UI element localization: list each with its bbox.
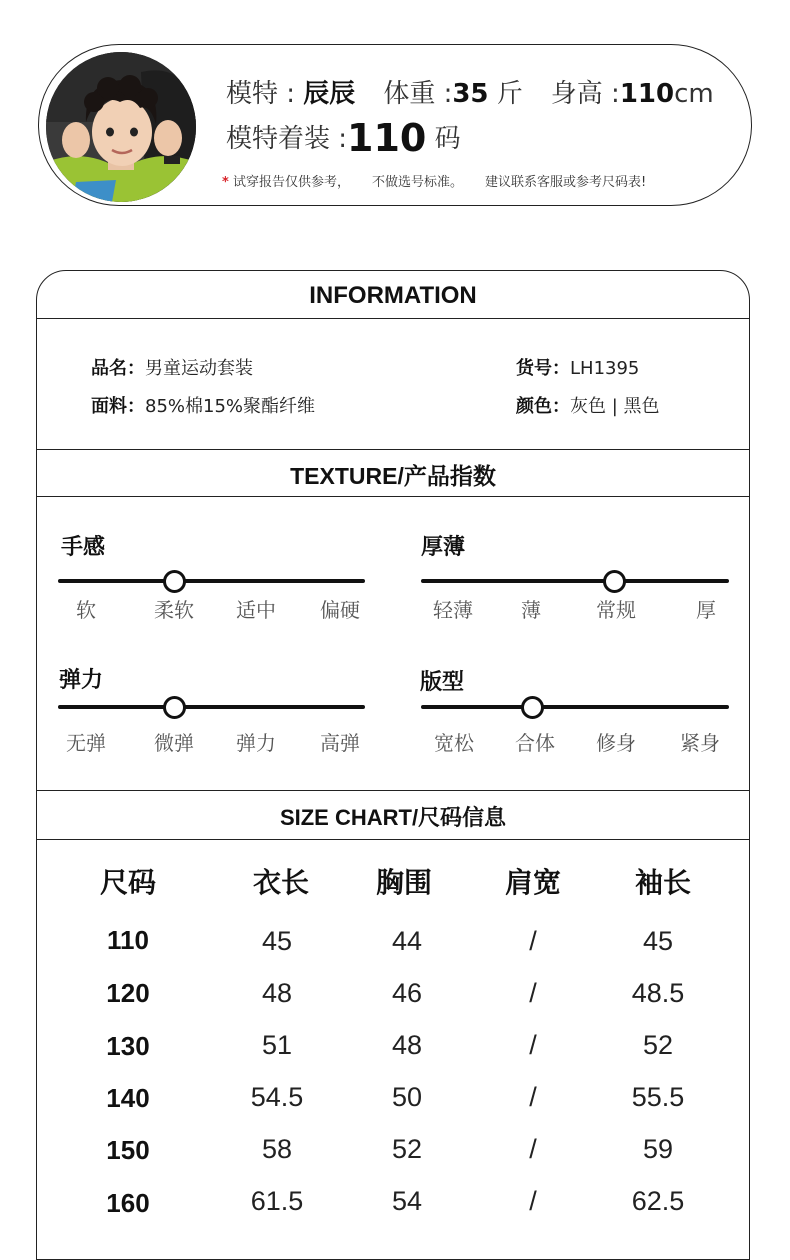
elasticity-option: 高弹 [320,731,360,755]
material-label: 面料： [91,396,145,417]
color-value: 灰色 | 黑色 [570,396,660,417]
model-weight-label: 体重 : [383,79,453,109]
model-wear-size: 110 [347,116,427,160]
note-part-3: 建议联系客服或参考尺码表! [484,175,647,190]
table-cell: 45 [642,926,674,956]
note-star: * [222,175,229,190]
texture-title: TEXTURE/产品指数 [290,463,496,489]
item-no-label: 货号： [516,358,570,379]
model-name: 辰辰 [303,79,356,109]
table-cell: 46 [391,978,423,1008]
hand-feel-option: 软 [76,598,96,622]
model-photo-illustration [46,52,196,202]
table-cell: 45 [261,926,293,956]
table-cell: 160 [106,1188,150,1218]
table-cell: 58 [261,1134,293,1164]
thickness-option: 常规 [596,598,636,622]
model-height-label: 身高 : [550,79,620,109]
table-cell: / [529,926,537,956]
material: 85%棉15%聚酯纤维 [145,396,316,417]
elasticity-option: 弹力 [236,731,276,755]
fit-track [421,705,729,709]
item-no: LH1395 [570,358,640,379]
information-title: INFORMATION [309,282,477,309]
fit-option: 合体 [515,731,555,755]
table-cell: / [529,1134,537,1164]
model-height-unit: cm [674,79,714,109]
color-row [516,392,660,418]
table-cell: / [529,1082,537,1112]
table-cell: 52 [642,1030,674,1060]
elasticity-track [58,705,365,709]
table-cell: 54 [391,1186,423,1216]
fit-option: 宽松 [434,731,474,755]
hand-feel-option: 适中 [236,598,276,622]
thickness-option: 厚 [696,598,716,622]
material-row [91,392,315,418]
table-cell: / [529,1186,537,1216]
texture-name-hand-feel: 手感 [61,535,106,560]
table-cell: 61.5 [250,1186,304,1216]
color-label: 颜色： [516,396,570,417]
table-cell: 50 [391,1082,423,1112]
model-weight: 35 [452,79,489,109]
texture-name-fit: 版型 [420,670,465,695]
table-cell: 44 [391,926,423,956]
table-cell: 59 [642,1134,674,1164]
size-header: 衣长 [252,866,309,899]
table-cell: 110 [107,925,149,955]
hand-feel-track [58,579,365,583]
hand-feel-option: 柔软 [154,598,194,622]
table-cell: 55.5 [631,1082,685,1112]
hand-feel-marker [163,570,186,593]
texture-name-thickness: 厚薄 [421,535,466,560]
divider [37,790,749,791]
thickness-marker [603,570,626,593]
model-height: 110 [619,79,675,109]
divider [37,839,749,840]
elasticity-option: 无弹 [66,731,106,755]
model-weight-unit: 斤 [488,79,523,109]
thickness-option: 轻薄 [433,598,473,622]
size-chart-title: SIZE CHART/尺码信息 [279,805,507,830]
texture-name-elasticity: 弹力 [59,668,104,693]
table-cell: 130 [106,1031,150,1061]
size-header: 袖长 [634,866,691,899]
item-no-row [516,354,639,380]
table-cell: 48 [391,1030,423,1060]
product-name-row [91,354,253,380]
table-cell: 48 [261,978,293,1008]
table-cell: 62.5 [631,1186,685,1216]
divider [37,318,749,319]
model-name-label: 模特 : [226,79,304,109]
model-wear-unit: 码 [426,124,461,154]
fit-option: 修身 [596,731,636,755]
table-cell: 52 [391,1134,423,1164]
table-cell: 150 [106,1135,150,1165]
table-cell: 48.5 [631,978,685,1008]
divider [37,496,749,497]
product-name-label: 品名： [91,358,145,379]
size-header: 肩宽 [504,866,561,899]
table-cell: 120 [106,978,150,1008]
note-part-2: 不做选号标准。 [371,175,463,190]
note-part-1: 试穿报告仅供参考， [228,175,350,190]
thickness-option: 薄 [521,598,541,622]
size-header: 尺码 [99,866,156,899]
table-cell: 51 [261,1030,293,1060]
table-cell: 54.5 [250,1082,304,1112]
table-cell: / [529,1030,537,1060]
fit-marker [521,696,544,719]
model-wear-line [226,116,461,160]
fit-option: 紧身 [680,731,720,755]
table-cell: 140 [106,1083,150,1113]
hand-feel-option: 偏硬 [320,598,360,622]
elasticity-option: 微弹 [154,731,194,755]
fit-note [222,171,646,190]
divider [37,449,749,450]
elasticity-marker [163,696,186,719]
product-name: 男童运动套装 [145,358,253,379]
model-wear-label: 模特着装 : [226,124,348,154]
model-photo [46,52,196,202]
thickness-track [421,579,729,583]
size-header: 胸围 [375,866,432,899]
table-cell: / [529,978,537,1008]
model-stats-line [226,73,714,110]
